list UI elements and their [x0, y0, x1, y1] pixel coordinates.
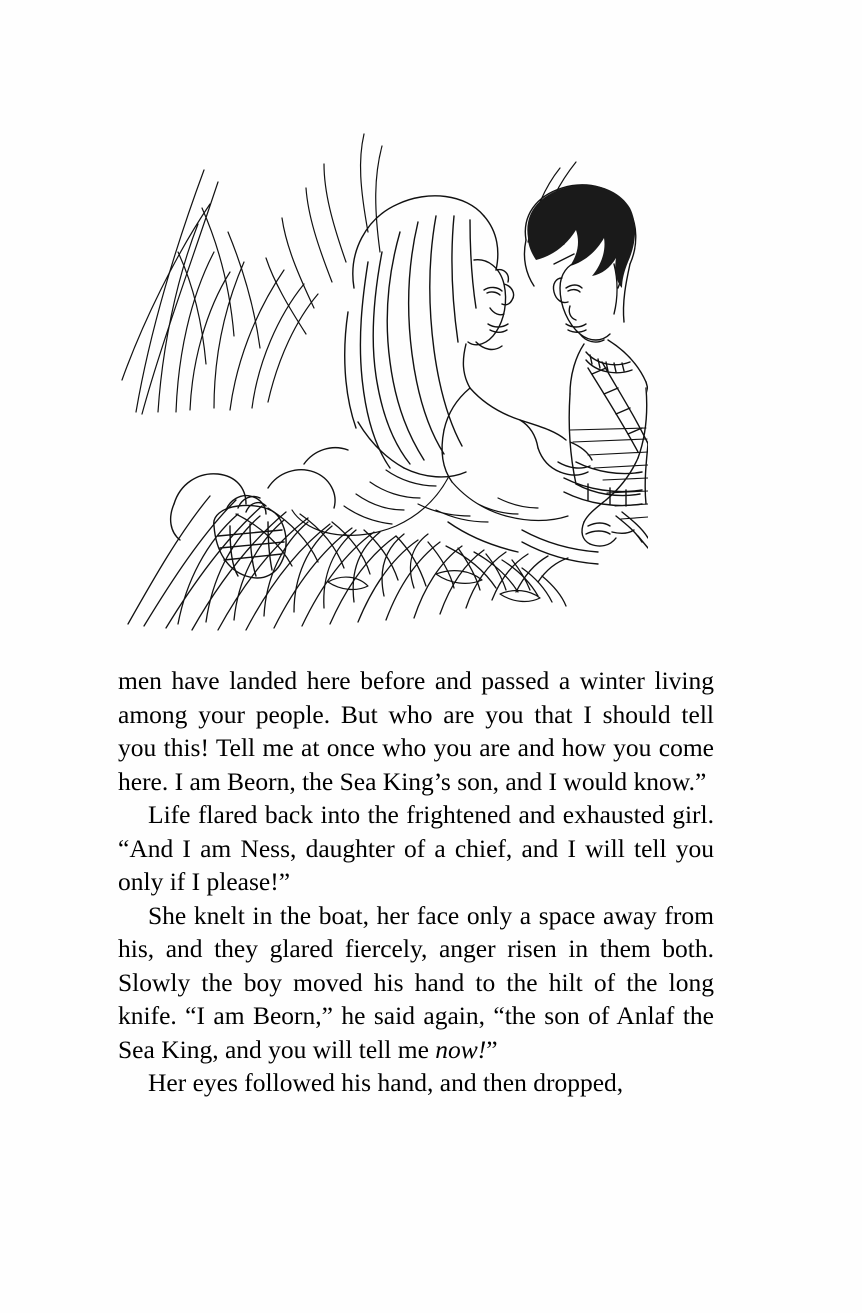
illustration-mermaid-and-viking-boy [118, 112, 648, 632]
rocks-left [171, 448, 348, 540]
paragraph-3-part-3: ” [486, 1034, 498, 1064]
boy-shoulder-strap [588, 362, 648, 452]
girl-tail-scales [292, 470, 568, 535]
boy-face [553, 262, 610, 342]
paragraph-2: Life flared back into the frightened and exhausted girl. “And I am Ness, daughter of a chief, and I will tell you only if I please!” [118, 800, 714, 896]
paragraph-1: men have landed here before and passed a winter living among your people. But who are you that I should tell you this! Tell me at once who you are and how you come here. I am Beorn, the Sea King’s son, and I would know.” [118, 666, 714, 796]
paragraph-3-emphasis: now! [435, 1034, 487, 1064]
reeds-background-left [122, 170, 318, 414]
paragraph-3-part-1: She knelt in the boat, her face only a space away from his, and they glared fiercely, anger risen in them both. Slowly the boy moved his hand to the hilt of the long knife. “I am Beorn,” he said again, “the son of Anlaf the Sea King, and you will tell me [118, 900, 714, 1064]
belt-and-knife-icon [564, 478, 648, 548]
girl-hair [345, 196, 498, 477]
paragraph-3 [118, 899, 714, 1067]
paragraph-4: Her eyes followed his hand, and then dropped, [148, 1068, 624, 1097]
reeds-foreground [128, 496, 568, 630]
boy-neck-torc-icon [586, 352, 632, 373]
boy-hair-fill [527, 185, 635, 288]
page-body-text [118, 664, 714, 1100]
